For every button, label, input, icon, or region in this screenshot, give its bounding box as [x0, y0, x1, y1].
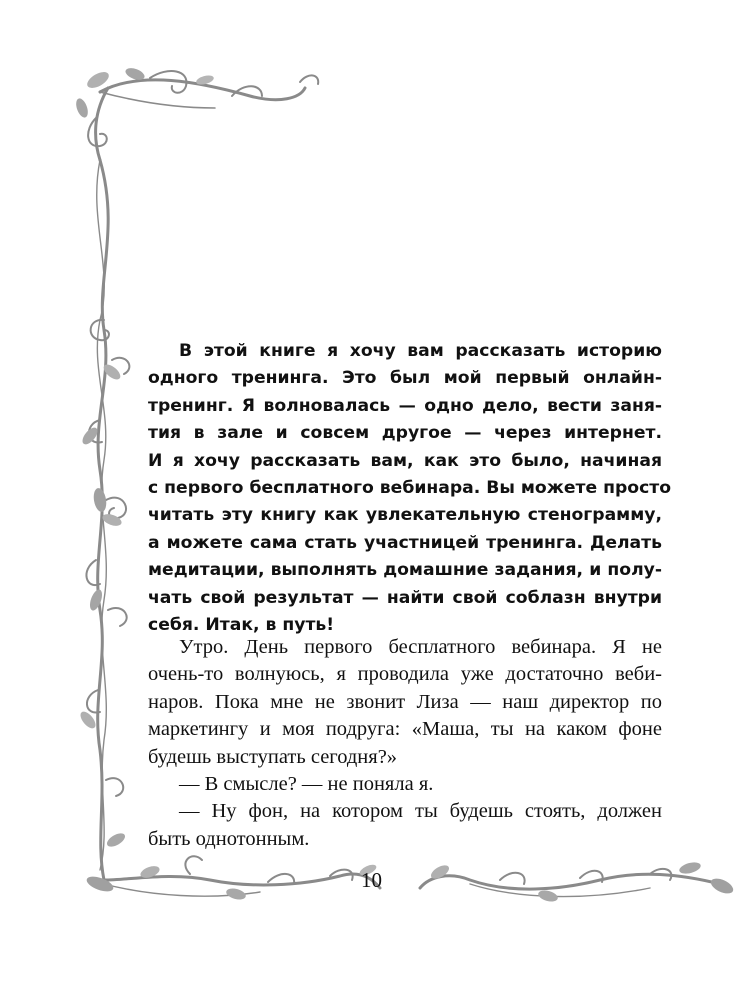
intro-line: чать свой результат — найти свой соблазн внутри [148, 587, 662, 608]
intro-line: а можете сама стать участницей тренинга. Делать [148, 532, 662, 553]
intro-line: И я хочу рассказать вам, как это было, начиная [148, 450, 662, 471]
top-left-corner-ornament [74, 66, 318, 160]
story-line: маркетингу и моя подруга: «Маша, ты на каком фоне [148, 718, 662, 741]
story-line: очень-то волнуюсь, я проводила уже достаточно веби- [148, 663, 662, 686]
page-number: 10 [361, 868, 382, 892]
intro-paragraph [148, 338, 672, 639]
intro-line: В этой книге я хочу вам рассказать историю [179, 341, 662, 361]
intro-line: одного тренинга. Это был мой первый онлайн- [148, 368, 662, 389]
dialogue-line: — В смысле? — не поняла я. [179, 773, 434, 796]
dialogue-line: — Ну фон, на котором ты будешь стоять, должен [179, 800, 662, 823]
story-line: будешь выступать сегодня?» [148, 745, 398, 768]
story-line: Утро. День первого бесплатного вебинара. Я не [179, 636, 662, 658]
left-vine-ornament [78, 160, 130, 880]
intro-line: медитации, выполнять домашние задания, и полу- [148, 560, 662, 581]
dialogue-line: быть однотонным. [148, 827, 310, 850]
intro-line: тия в зале и совсем другое — через интернет. [148, 423, 662, 444]
story-line: наров. Пока мне не звонит Лиза — наш директор по [148, 690, 662, 713]
intro-line: читать эту книгу как увлекательную стенограмму, [148, 505, 662, 526]
story-paragraph [148, 634, 662, 853]
intro-line: с первого бесплатного вебинара. Вы можете просто [148, 478, 672, 499]
intro-line: себя. Итак, в путь! [148, 615, 335, 636]
intro-line: тренинг. Я волновалась — одно дело, вести заня- [148, 395, 662, 416]
